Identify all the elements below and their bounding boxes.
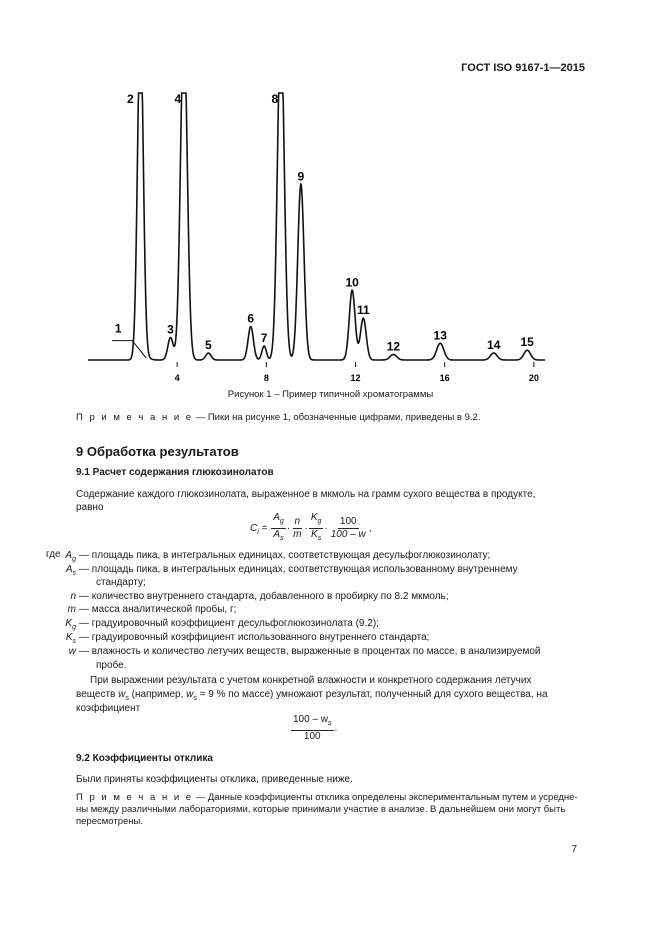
peak-label: 12 xyxy=(386,339,401,354)
para2-line-3: коэффициент xyxy=(76,703,141,714)
where-label: где xyxy=(46,549,61,560)
section-9-2-title: 9.2 Коэффициенты отклика xyxy=(76,753,213,764)
peak-label: 7 xyxy=(260,331,268,346)
definition-symbol: $A_g$ xyxy=(65,550,76,563)
figure-note xyxy=(76,412,586,424)
note-text: — Пики на рисунке 1, обозначенные цифрами, приведены в 9.2. xyxy=(193,412,481,423)
definition-text: — масса аналитической пробы, г; xyxy=(79,604,237,615)
definition-text: стандарту; xyxy=(96,577,146,588)
definition-text: — градуировочный коэффициент использованного внутреннего стандарта; xyxy=(79,632,430,643)
peak-label: 5 xyxy=(205,338,212,353)
formula-correction: $\frac{100 - w_s}{100}$ . xyxy=(293,714,338,742)
x-tick-label: 12 xyxy=(350,373,361,383)
peak-label: 11 xyxy=(356,303,370,318)
peak-label: 14 xyxy=(487,338,501,353)
definition-text: — площадь пика, в интегральных единицах, соответствующая десульфоглюкозинолату; xyxy=(79,550,491,561)
peak-label: 13 xyxy=(433,328,447,343)
x-tick-label: 4 xyxy=(174,373,180,383)
peak-label: 2 xyxy=(127,92,134,106)
intro-line-1: Содержание каждого глюкозинолата, выраженное в мкмоль на грамм сухого вещества в продукте, xyxy=(76,489,536,500)
definition-symbol: $K_g$ xyxy=(65,618,76,631)
para2-line-1: При выражении результата с учетом конкретной влажности и конкретного содержания летучих xyxy=(90,675,532,686)
peak-label: 3 xyxy=(167,322,174,337)
document-header: ГОСТ ISO 9167-1—2015 xyxy=(461,62,585,74)
definition-symbol: $A_s$ xyxy=(65,564,76,577)
definition-symbol: w xyxy=(68,646,76,657)
definition-symbol: $K_s$ xyxy=(65,632,76,645)
chromatogram-trace xyxy=(88,93,545,360)
peak-label: 1 xyxy=(114,321,122,336)
chromatogram-chart xyxy=(70,85,590,385)
intro-line-2: равно xyxy=(76,502,104,513)
peak-1-leader xyxy=(112,341,146,358)
peak-label: 9 xyxy=(297,169,305,184)
definition-text: — площадь пика, в интегральных единицах, соответствующая использованному внутреннему xyxy=(79,564,518,575)
x-tick-label: 16 xyxy=(439,373,450,383)
definition-text: — количество внутреннего стандарта, добавленного в пробирку по 8.2 мкмоль; xyxy=(79,591,449,602)
section-9-1-title: 9.1 Расчет содержания глюкозинолатов xyxy=(76,467,274,478)
x-tick-label: 8 xyxy=(263,373,269,383)
formula-main: $C_i$ = $\frac{A_g}{A_s}$ · $\frac{n}{m}$ · $\frac{K_g}{K_s}$ · $\frac{100}{100 - w}$ , xyxy=(250,512,372,542)
definition-text: — влажность и количество летучих веществ, выраженные в процентах по массе, в анализируемой xyxy=(79,646,541,657)
definition-text: пробе. xyxy=(96,660,127,671)
x-tick-label: 20 xyxy=(528,373,539,383)
note-label: П р и м е ч а н и е xyxy=(76,412,194,423)
definition-text: — градуировочный коэффициент десульфоглюкозинолата (9.2); xyxy=(79,618,379,629)
para2-line-2: веществ $w_s$ (например, $w_s = 9$ % по массе) умножают результат, полученный для сухого вещества, на xyxy=(76,689,548,702)
definition-symbol: n xyxy=(70,591,76,602)
page-number: 7 xyxy=(571,844,577,855)
figure-caption: Рисунок 1 – Пример типичной хроматограммы xyxy=(227,389,434,400)
peak-label: 15 xyxy=(520,335,534,350)
peak-label: 4 xyxy=(174,92,182,106)
section-9-2-note: П р и м е ч а н и е — Данные коэффициенты отклика определены экспериментальным путем и усредне- ны между различными лабораториями, которые принимали участие в анализе. В дальнейшем они могут быть пересмотрены. xyxy=(76,792,578,827)
section-9-2-text: Были приняты коэффициенты отклика, приведенные ниже. xyxy=(76,774,353,785)
section-9-title: 9 Обработка результатов xyxy=(76,444,239,459)
peak-label: 8 xyxy=(271,92,279,106)
peak-label: 6 xyxy=(247,311,255,326)
definition-symbol: m xyxy=(67,604,76,615)
peak-label: 10 xyxy=(345,275,359,290)
